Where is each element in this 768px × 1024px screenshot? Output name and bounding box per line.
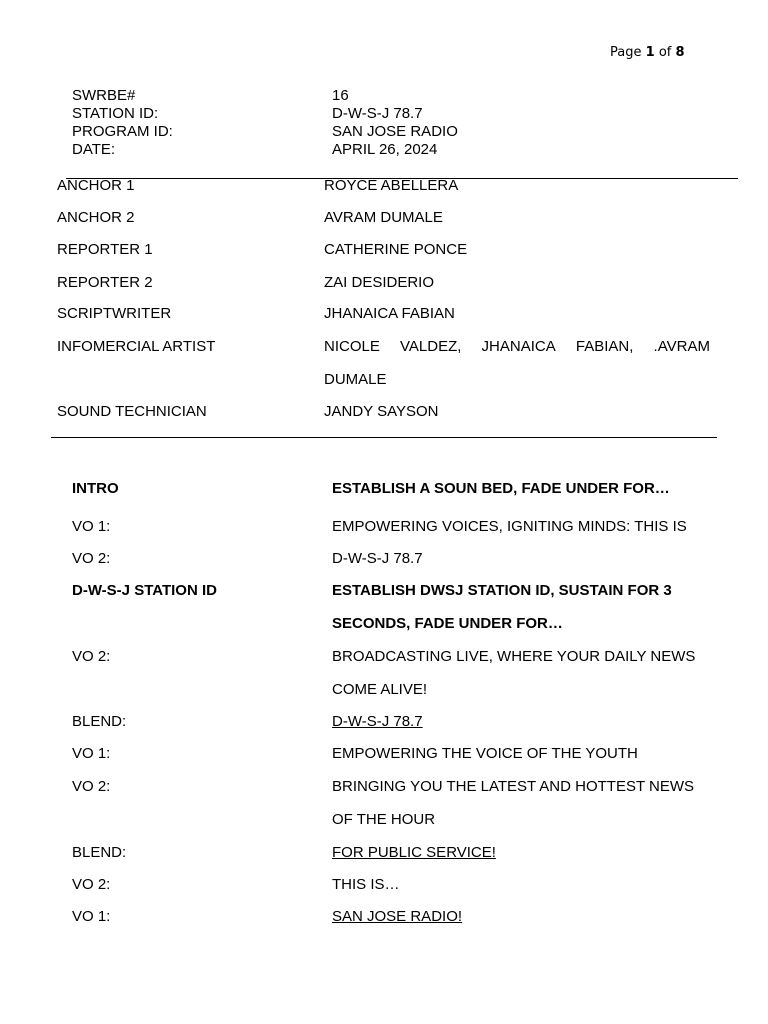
script-text: D-W-S-J 78.7 [332, 550, 423, 567]
script-text-cont: OF THE HOUR [332, 811, 436, 828]
script-cue: VO 2: [72, 778, 111, 795]
script-text: EMPOWERING VOICES, IGNITING MINDS: THIS IS [332, 518, 687, 535]
credit-name-part: JHANAICA [481, 338, 556, 355]
script-text: ESTABLISH DWSJ STATION ID, SUSTAIN FOR 3 [332, 582, 672, 599]
script-cue: VO 2: [72, 876, 111, 893]
script-text-cont: COME ALIVE! [332, 681, 428, 698]
header-label-program-id: PROGRAM ID: [72, 123, 173, 140]
credits-divider [51, 437, 717, 438]
credit-name-scriptwriter: JHANAICA FABIAN [324, 305, 455, 322]
credit-name-anchor-1: ROYCE ABELLERA [324, 177, 459, 194]
header-label-station-id: STATION ID: [72, 105, 159, 122]
page-total: 8 [675, 45, 685, 60]
page-of-label: of [658, 45, 672, 60]
credit-role-scriptwriter: SCRIPTWRITER [57, 305, 172, 322]
credit-role-reporter-1: REPORTER 1 [57, 241, 153, 258]
credit-name-infomercial-artist [324, 338, 710, 356]
credit-name-part: FABIAN, [575, 338, 634, 355]
script-cue: VO 2: [72, 550, 111, 567]
header-value-station-id: D-W-S-J 78.7 [332, 105, 423, 122]
script-text: ESTABLISH A SOUN BED, FADE UNDER FOR… [332, 480, 670, 497]
header-value-program-id: SAN JOSE RADIO [332, 123, 458, 140]
header-label-date: DATE: [72, 141, 116, 158]
header-value-swrbe: 16 [332, 87, 349, 104]
script-cue: INTRO [72, 480, 119, 497]
script-cue: BLEND: [72, 713, 127, 730]
credit-role-sound-technician: SOUND TECHNICIAN [57, 403, 207, 420]
page-current: 1 [645, 45, 655, 60]
script-text: FOR PUBLIC SERVICE! [332, 844, 496, 861]
credit-role-anchor-1: ANCHOR 1 [57, 177, 135, 194]
page-label: Page [610, 45, 642, 60]
script-cue: VO 1: [72, 518, 111, 535]
credit-name-part: .AVRAM [653, 338, 710, 355]
script-text: BRINGING YOU THE LATEST AND HOTTEST NEWS [332, 778, 695, 795]
credit-role-infomercial-artist: INFOMERCIAL ARTIST [57, 338, 216, 355]
script-cue: VO 1: [72, 908, 111, 925]
script-text: EMPOWERING THE VOICE OF THE YOUTH [332, 745, 638, 762]
script-text: D-W-S-J 78.7 [332, 713, 423, 730]
credit-name-reporter-2: ZAI DESIDERIO [324, 274, 435, 291]
script-cue: VO 1: [72, 745, 111, 762]
script-cue: D-W-S-J STATION ID [72, 582, 217, 599]
header-label-swrbe: SWRBE# [72, 87, 136, 104]
script-text-cont: SECONDS, FADE UNDER FOR… [332, 615, 563, 632]
script-text: SAN JOSE RADIO! [332, 908, 463, 925]
credit-name-reporter-1: CATHERINE PONCE [324, 241, 468, 258]
script-text: BROADCASTING LIVE, WHERE YOUR DAILY NEWS [332, 648, 696, 665]
credit-name-anchor-2: AVRAM DUMALE [324, 209, 443, 226]
script-cue: BLEND: [72, 844, 127, 861]
credit-name-part: VALDEZ, [400, 338, 462, 355]
header-value-date: APRIL 26, 2024 [332, 141, 438, 158]
page-number [610, 44, 685, 62]
script-text: THIS IS… [332, 876, 400, 893]
script-cue: VO 2: [72, 648, 111, 665]
credit-name-sound-technician: JANDY SAYSON [324, 403, 439, 420]
credit-role-reporter-2: REPORTER 2 [57, 274, 153, 291]
credit-name-part: NICOLE [324, 338, 380, 355]
credit-name-infomercial-artist-cont: DUMALE [324, 371, 387, 388]
credit-role-anchor-2: ANCHOR 2 [57, 209, 135, 226]
